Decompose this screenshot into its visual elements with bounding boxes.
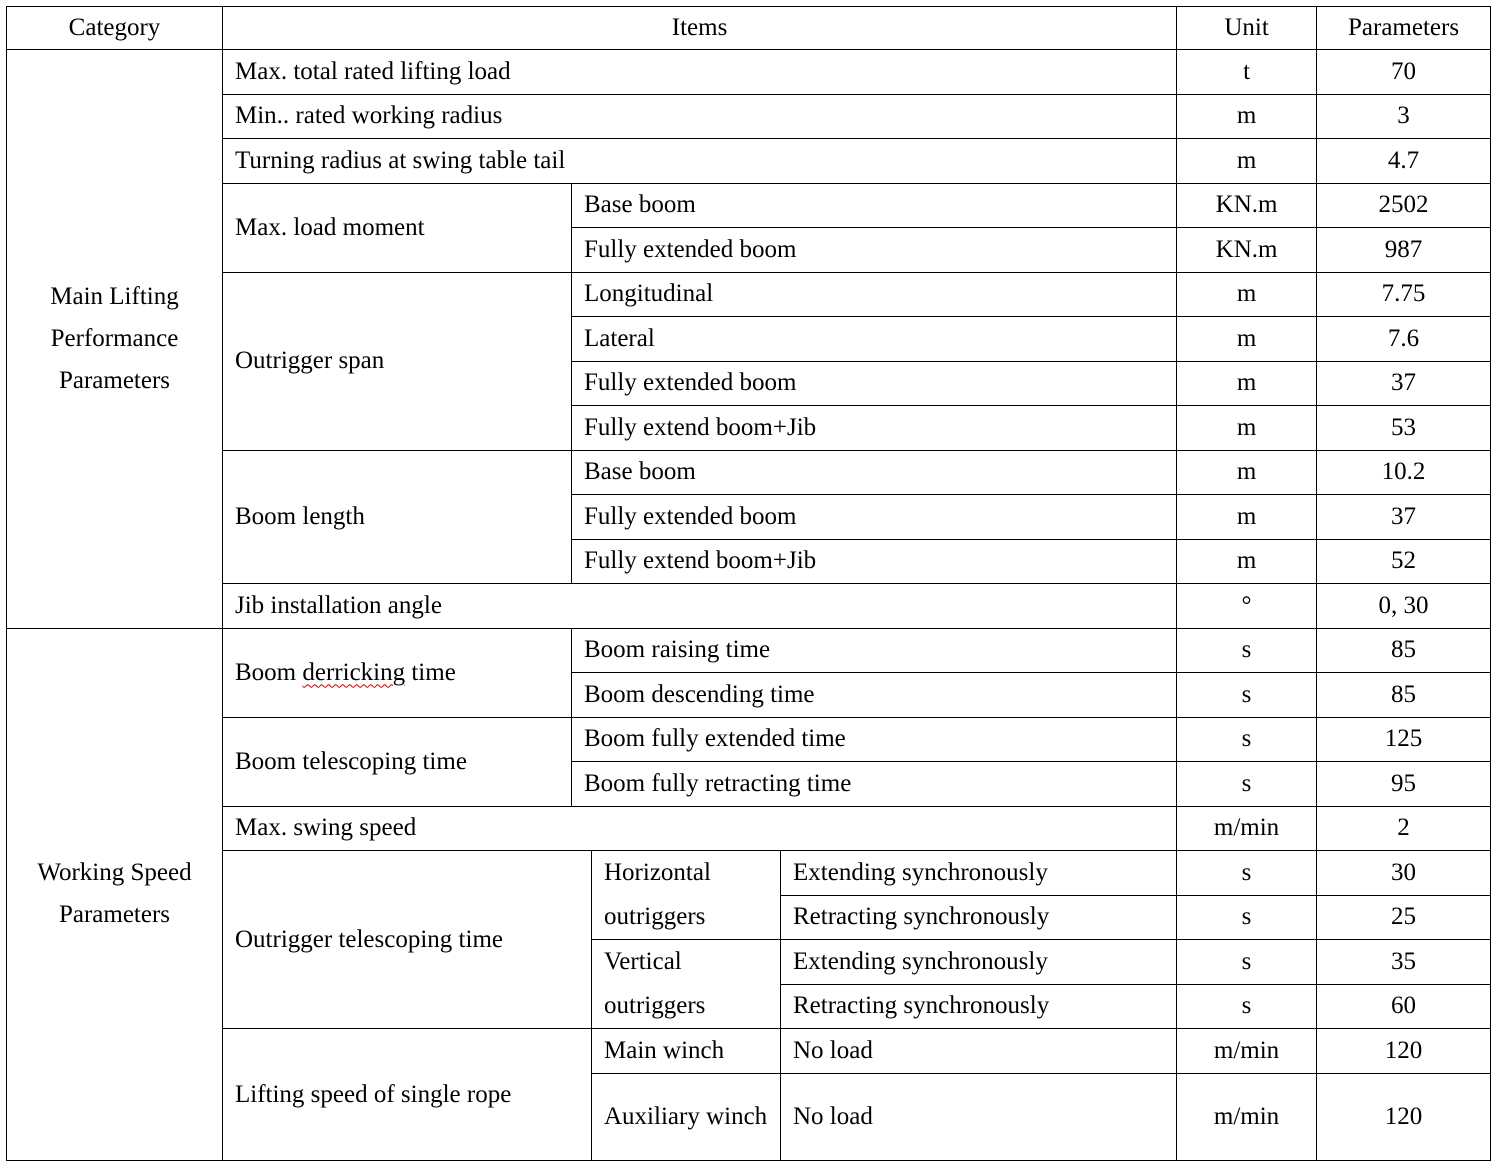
value-cell: 7.75 bbox=[1317, 272, 1491, 317]
unit-cell: m bbox=[1177, 272, 1317, 317]
value-cell: 60 bbox=[1317, 984, 1491, 1029]
unit-cell: s bbox=[1177, 673, 1317, 718]
item-label: Outrigger telescoping time bbox=[223, 851, 592, 1029]
unit-cell: m bbox=[1177, 450, 1317, 495]
item-label-suffix: time bbox=[405, 658, 456, 686]
unit-cell: ° bbox=[1177, 584, 1317, 629]
unit-cell: t bbox=[1177, 50, 1317, 95]
sub-item-label: Boom raising time bbox=[572, 628, 1177, 673]
table-row bbox=[7, 806, 1491, 851]
sub-item-label: No load bbox=[781, 1074, 1177, 1161]
sub-item-label: No load bbox=[781, 1029, 1177, 1074]
table-row bbox=[7, 272, 1491, 317]
sub-item-label: Base boom bbox=[572, 183, 1177, 228]
item-label: Boom telescoping time bbox=[223, 717, 572, 806]
sub-item-label: Fully extend boom+Jib bbox=[572, 539, 1177, 584]
header-items: Items bbox=[223, 7, 1177, 50]
table-row bbox=[7, 450, 1491, 495]
sub-item-label: Extending synchronously bbox=[781, 851, 1177, 896]
sub-item-label: Retracting synchronously bbox=[781, 984, 1177, 1029]
unit-cell: m bbox=[1177, 495, 1317, 540]
sub-item-label: Extending synchronously bbox=[781, 940, 1177, 985]
sub-item-label: Boom descending time bbox=[572, 673, 1177, 718]
item-label: Turning radius at swing table tail bbox=[223, 139, 1177, 184]
unit-cell: KN.m bbox=[1177, 228, 1317, 273]
sub-item-label: Fully extended boom bbox=[572, 228, 1177, 273]
unit-cell: m bbox=[1177, 139, 1317, 184]
header-row bbox=[7, 7, 1491, 50]
sub-item-label: Fully extend boom+Jib bbox=[572, 406, 1177, 451]
sub-item-label: Base boom bbox=[572, 450, 1177, 495]
value-cell: 2 bbox=[1317, 806, 1491, 851]
unit-cell: s bbox=[1177, 895, 1317, 940]
value-cell: 53 bbox=[1317, 406, 1491, 451]
table-row bbox=[7, 94, 1491, 139]
value-cell: 70 bbox=[1317, 50, 1491, 95]
unit-cell: s bbox=[1177, 628, 1317, 673]
table-row bbox=[7, 628, 1491, 673]
value-cell: 25 bbox=[1317, 895, 1491, 940]
table-row bbox=[7, 851, 1491, 896]
item-label-prefix: Boom bbox=[235, 658, 303, 686]
outrigger-group-label: Vertical outriggers bbox=[592, 940, 781, 1029]
item-label: Jib installation angle bbox=[223, 584, 1177, 629]
unit-cell: s bbox=[1177, 940, 1317, 985]
value-cell: 85 bbox=[1317, 673, 1491, 718]
unit-cell: m bbox=[1177, 317, 1317, 362]
value-cell: 3 bbox=[1317, 94, 1491, 139]
table-row bbox=[7, 1029, 1491, 1074]
value-cell: 52 bbox=[1317, 539, 1491, 584]
value-cell: 10.2 bbox=[1317, 450, 1491, 495]
unit-cell: m/min bbox=[1177, 806, 1317, 851]
unit-cell: m/min bbox=[1177, 1029, 1317, 1074]
category-main-lifting: Main Lifting Performance Parameters bbox=[7, 50, 223, 629]
item-label: Lifting speed of single rope bbox=[223, 1029, 592, 1161]
item-label: Outrigger span bbox=[223, 272, 572, 450]
table-row bbox=[7, 717, 1491, 762]
unit-cell: KN.m bbox=[1177, 183, 1317, 228]
unit-cell: m/min bbox=[1177, 1074, 1317, 1161]
value-cell: 120 bbox=[1317, 1074, 1491, 1161]
spellcheck-word: derricking bbox=[302, 658, 406, 686]
item-label: Boom length bbox=[223, 450, 572, 584]
unit-cell: m bbox=[1177, 94, 1317, 139]
category-working-speed: Working Speed Parameters bbox=[7, 628, 223, 1161]
unit-cell: s bbox=[1177, 851, 1317, 896]
item-label: Max. load moment bbox=[223, 183, 572, 272]
spec-table-wrapper bbox=[6, 6, 1491, 1161]
value-cell: 7.6 bbox=[1317, 317, 1491, 362]
item-label bbox=[223, 628, 572, 717]
table-row bbox=[7, 183, 1491, 228]
value-cell: 120 bbox=[1317, 1029, 1491, 1074]
outrigger-group-label: Horizontal outriggers bbox=[592, 851, 781, 940]
table-row bbox=[7, 584, 1491, 629]
sub-item-label: Boom fully extended time bbox=[572, 717, 1177, 762]
sub-item-label: Longitudinal bbox=[572, 272, 1177, 317]
sub-item-label: Lateral bbox=[572, 317, 1177, 362]
winch-label: Auxiliary winch bbox=[592, 1074, 781, 1161]
table-row bbox=[7, 139, 1491, 184]
value-cell: 30 bbox=[1317, 851, 1491, 896]
unit-cell: s bbox=[1177, 717, 1317, 762]
item-label: Max. swing speed bbox=[223, 806, 1177, 851]
header-category: Category bbox=[7, 7, 223, 50]
unit-cell: s bbox=[1177, 984, 1317, 1029]
value-cell: 987 bbox=[1317, 228, 1491, 273]
value-cell: 0, 30 bbox=[1317, 584, 1491, 629]
header-parameters: Parameters bbox=[1317, 7, 1491, 50]
value-cell: 4.7 bbox=[1317, 139, 1491, 184]
unit-cell: m bbox=[1177, 406, 1317, 451]
value-cell: 37 bbox=[1317, 361, 1491, 406]
winch-label: Main winch bbox=[592, 1029, 781, 1074]
value-cell: 85 bbox=[1317, 628, 1491, 673]
item-label: Min.. rated working radius bbox=[223, 94, 1177, 139]
value-cell: 95 bbox=[1317, 762, 1491, 807]
unit-cell: m bbox=[1177, 361, 1317, 406]
value-cell: 37 bbox=[1317, 495, 1491, 540]
sub-item-label: Fully extended boom bbox=[572, 361, 1177, 406]
value-cell: 125 bbox=[1317, 717, 1491, 762]
spec-table bbox=[6, 6, 1491, 1161]
sub-item-label: Retracting synchronously bbox=[781, 895, 1177, 940]
value-cell: 2502 bbox=[1317, 183, 1491, 228]
table-row bbox=[7, 50, 1491, 95]
header-unit: Unit bbox=[1177, 7, 1317, 50]
sub-item-label: Boom fully retracting time bbox=[572, 762, 1177, 807]
value-cell: 35 bbox=[1317, 940, 1491, 985]
item-label: Max. total rated lifting load bbox=[223, 50, 1177, 95]
unit-cell: m bbox=[1177, 539, 1317, 584]
unit-cell: s bbox=[1177, 762, 1317, 807]
sub-item-label: Fully extended boom bbox=[572, 495, 1177, 540]
